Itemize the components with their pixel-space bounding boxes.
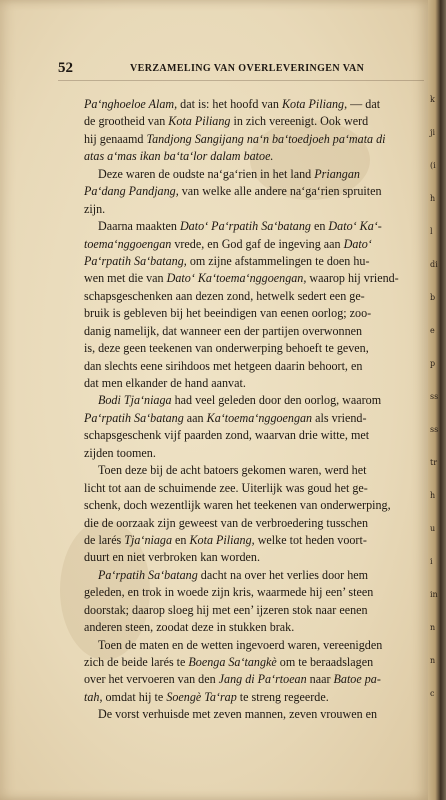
text-run: naar bbox=[306, 672, 334, 687]
edge-fragment: p bbox=[430, 359, 436, 368]
text-line bbox=[84, 462, 416, 479]
text-run: schapsgeschenk vijf paarden zond, waarvan drie witte, met bbox=[84, 428, 370, 443]
italic-text: Jang di Pa‘rtoean bbox=[218, 672, 307, 687]
text-line bbox=[84, 532, 416, 549]
header-rule bbox=[58, 80, 424, 81]
edge-fragment: h bbox=[430, 491, 436, 500]
italic-text: Dato‘ Pa‘rpatih Sa‘batang bbox=[179, 219, 311, 234]
edge-fragment: i bbox=[430, 557, 433, 566]
text-line bbox=[84, 584, 416, 601]
text-run: over het vervoeren van den bbox=[84, 672, 219, 687]
edge-fragment: b bbox=[430, 293, 436, 302]
text-line bbox=[84, 201, 416, 218]
italic-text: Batoe pa- bbox=[333, 672, 381, 687]
text-run: schapsgeschenken aan dezen zond, hetwelk sedert een ge- bbox=[84, 288, 365, 303]
text-run: welke tot heden voort- bbox=[254, 532, 367, 547]
page-header bbox=[0, 60, 428, 76]
text-line bbox=[84, 497, 416, 514]
text-run: zijden toomen. bbox=[84, 445, 156, 460]
text-line bbox=[84, 323, 416, 340]
text-run: om zijne afstammelingen te doen hu- bbox=[186, 253, 370, 268]
text-run: en bbox=[172, 532, 190, 547]
italic-text: Pa‘rpatih Sa‘batang bbox=[98, 567, 198, 582]
edge-fragment: n bbox=[430, 656, 436, 665]
text-run: omdat hij te bbox=[102, 689, 167, 704]
text-line bbox=[84, 689, 416, 706]
edge-fragment: ss bbox=[430, 425, 439, 434]
text-line bbox=[84, 515, 416, 532]
edge-fragment: ss bbox=[430, 392, 439, 401]
text-line bbox=[84, 410, 416, 427]
text-run: bruik is gebleven bij het beeindigen van eenen oorlog; zoo- bbox=[84, 306, 372, 321]
text-line bbox=[84, 131, 416, 148]
text-line bbox=[84, 305, 416, 322]
text-run: als vriend- bbox=[312, 410, 367, 425]
italic-text: Kota Piliang, bbox=[189, 532, 255, 547]
italic-text: Tandjong Sangijang na‘n ba‘toedjoeh pa‘mata di bbox=[146, 131, 386, 146]
text-run: te streng regeerde. bbox=[236, 689, 329, 704]
edge-fragment: (i bbox=[430, 161, 436, 170]
text-line bbox=[84, 358, 416, 375]
italic-text: Pa‘nghoeloe Alam, bbox=[84, 97, 178, 111]
text-run: en bbox=[310, 219, 329, 234]
text-line bbox=[84, 549, 416, 566]
text-run: aan bbox=[183, 410, 207, 425]
italic-text: Tja‘niaga bbox=[124, 532, 173, 547]
edge-fragment: n bbox=[430, 623, 436, 632]
italic-text: Pa‘rpatih Sa‘batang, bbox=[84, 253, 187, 268]
text-run: dacht na over het verlies door hem bbox=[197, 567, 369, 582]
italic-text: Bodi Tja‘niaga bbox=[98, 393, 172, 408]
text-run: om te beraadslagen bbox=[276, 655, 374, 669]
text-line bbox=[84, 288, 416, 305]
text-line bbox=[84, 706, 416, 723]
edge-fragment: e bbox=[430, 326, 435, 335]
text-run: doorstak; daarop sloeg hij met een’ ijzeren stok naar eenen bbox=[84, 602, 368, 617]
text-run: Deze waren de oudste na‘ga‘rien in het land bbox=[98, 166, 315, 181]
italic-text: Dato‘ bbox=[343, 236, 372, 251]
text-run: geleden, en trok in woede zijn kris, waarmede hij een’ steen bbox=[84, 585, 374, 600]
text-run: de larés bbox=[84, 532, 125, 547]
italic-text: Pa‘rpatih Sa‘batang bbox=[84, 410, 184, 425]
text-run: van welke alle andere na‘ga‘rien spruiten bbox=[178, 184, 382, 199]
edge-fragment: di bbox=[430, 260, 438, 269]
text-line bbox=[84, 270, 416, 287]
text-run: is, deze geen teekenen van onderwerping behoeft te geven, bbox=[84, 341, 369, 356]
text-run: dat men elkander de hand aanvat. bbox=[84, 376, 246, 390]
text-line bbox=[84, 253, 416, 270]
text-run: Toen de maten en de wetten ingevoerd waren, vereenigden bbox=[98, 637, 383, 652]
page-number: 52 bbox=[58, 60, 73, 76]
text-run: zich de beide larés te bbox=[84, 655, 189, 669]
edge-fragment: u bbox=[430, 524, 436, 533]
text-line bbox=[84, 375, 416, 392]
italic-text: Kota Piliang bbox=[281, 97, 345, 111]
facing-page-edge bbox=[428, 0, 446, 800]
edge-fragment: c bbox=[430, 689, 435, 698]
text-line bbox=[84, 218, 416, 235]
text-line bbox=[84, 148, 416, 165]
text-line bbox=[84, 340, 416, 357]
italic-text: atas a‘mas ikan ba‘ta‘lor dalam batoe. bbox=[84, 149, 274, 164]
text-line bbox=[84, 602, 416, 619]
italic-text: Dato‘ Ka‘toema‘nggoengan, bbox=[166, 271, 307, 286]
text-run: wen met die van bbox=[84, 271, 167, 286]
text-line bbox=[84, 96, 416, 113]
text-line bbox=[84, 671, 416, 688]
italic-text: Ka‘toema‘nggoengan bbox=[206, 410, 313, 425]
text-line bbox=[84, 183, 416, 200]
text-line bbox=[84, 445, 416, 462]
text-line bbox=[84, 567, 416, 584]
text-run: Daarna maakten bbox=[98, 219, 180, 234]
text-line bbox=[84, 619, 416, 636]
edge-fragment: h bbox=[430, 194, 436, 203]
text-line bbox=[84, 637, 416, 654]
body-text bbox=[84, 96, 416, 724]
text-line bbox=[84, 113, 416, 130]
text-run: schenk, doch wezentlijk waren het teekenen van onderwerping, bbox=[84, 498, 391, 513]
edge-fragment: tr bbox=[430, 458, 438, 467]
text-run: vrede, en God gaf de ingeving aan bbox=[171, 236, 344, 251]
text-run: , — dat bbox=[344, 97, 381, 111]
edge-fragment: in bbox=[430, 590, 438, 599]
text-line bbox=[84, 480, 416, 497]
italic-text: Soengè Ta‘rap bbox=[166, 689, 237, 704]
italic-text: Priangan bbox=[314, 166, 360, 181]
text-run: de grootheid van bbox=[84, 114, 169, 129]
text-run: duurt en niet verbroken kan worden. bbox=[84, 550, 260, 565]
italic-text: Pa‘dang Pandjang, bbox=[84, 184, 179, 199]
edge-fragment: l bbox=[430, 227, 433, 236]
text-run: zijn. bbox=[84, 201, 106, 216]
edge-fragment: k bbox=[430, 95, 435, 104]
text-run: in zich vereenigt. Ook werd bbox=[230, 114, 369, 129]
text-run: anderen steen, zoodat deze in stukken brak. bbox=[84, 620, 295, 635]
italic-text: toema‘nggoengan bbox=[84, 236, 172, 251]
text-line bbox=[84, 427, 416, 444]
text-run: Toen deze bij de acht batoers gekomen waren, werd het bbox=[98, 463, 367, 478]
italic-text: Boenga Sa‘tangkè bbox=[188, 655, 277, 669]
text-run: dan slechts eene sirihdoos met hetgeen daarin behoort, en bbox=[84, 358, 363, 373]
text-run: De vorst verhuisde met zeven mannen, zeven vrouwen en bbox=[98, 707, 378, 722]
text-run: dat is: het hoofd van bbox=[177, 97, 282, 111]
text-line bbox=[84, 236, 416, 253]
text-line bbox=[84, 654, 416, 671]
text-line bbox=[84, 392, 416, 409]
text-run: waarop hij vriend- bbox=[306, 271, 399, 286]
text-line bbox=[84, 166, 416, 183]
text-run: licht tot aan de schuimende zee. Uiterlijk was goud het ge- bbox=[84, 480, 368, 495]
running-head: VERZAMELING VAN OVERLEVERINGEN VAN bbox=[130, 63, 365, 74]
text-run: had veel geleden door den oorlog, waarom bbox=[171, 393, 382, 408]
italic-text: Kota Piliang bbox=[168, 114, 231, 129]
text-run: die de oorzaak zijn geweest van de verbroedering tusschen bbox=[84, 515, 369, 530]
edge-fragment: ji bbox=[430, 128, 436, 137]
italic-text: tah, bbox=[84, 689, 103, 704]
text-run: danig namelijk, dat wanneer een der partijen overwonnen bbox=[84, 323, 363, 338]
italic-text: Dato‘ Ka‘- bbox=[328, 219, 382, 234]
text-run: hij genaamd bbox=[84, 131, 147, 146]
